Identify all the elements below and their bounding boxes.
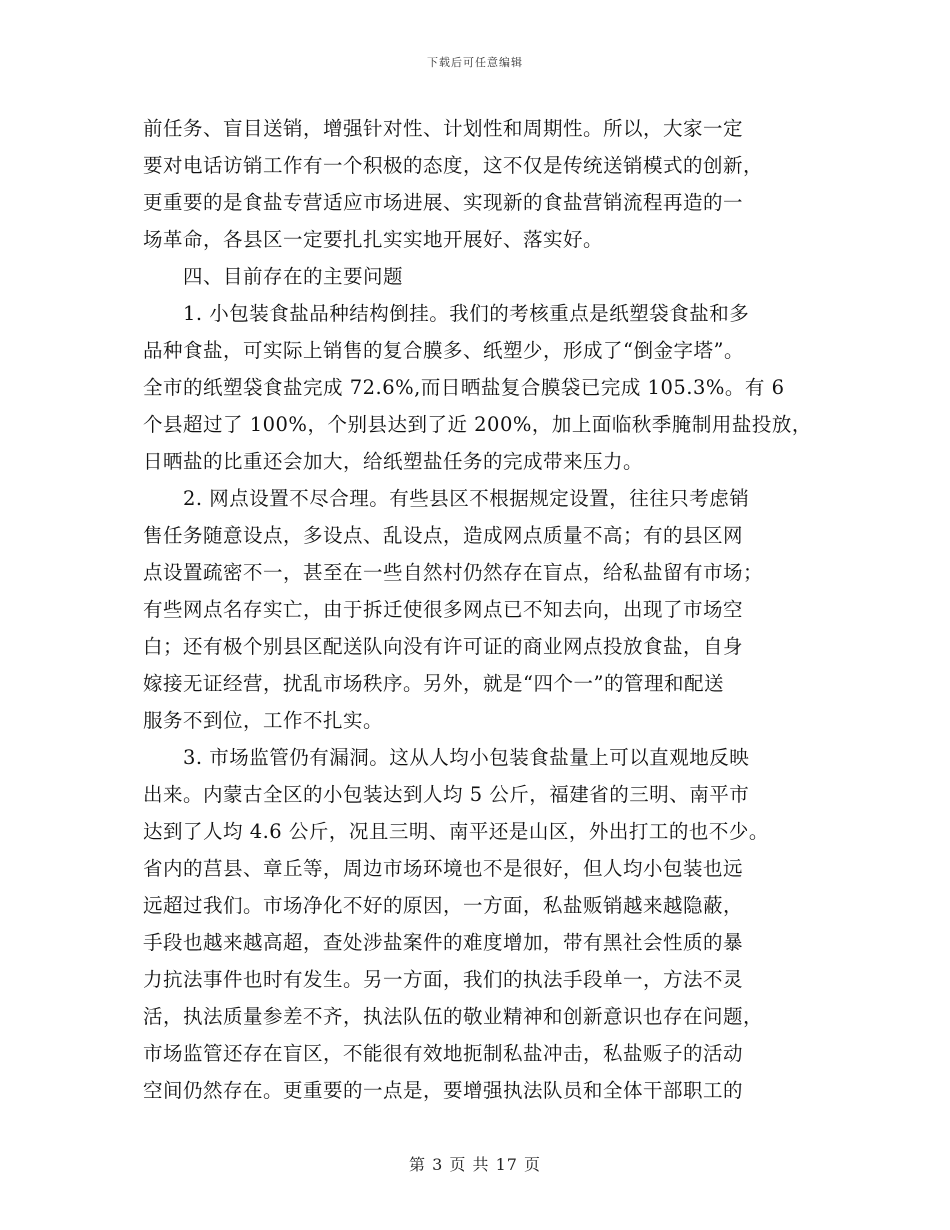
- section-heading: 四、目前存在的主要问题: [143, 265, 404, 288]
- footer-label-unit-2: 页: [524, 1155, 542, 1174]
- page-header: 下载后可任意编辑: [427, 56, 523, 69]
- paragraph-line: 1. 小包装食盐品种结构倒挂。我们的考核重点是纸塑袋食盐和多: [143, 302, 750, 325]
- page-footer: [0, 1152, 950, 1175]
- paragraph-line: 服务不到位，工作不扎实。: [143, 709, 384, 732]
- paragraph-line: 远超过我们。市场净化不好的原因，一方面，私盐贩销越来越隐蔽，: [143, 894, 744, 917]
- paragraph-line: 省内的莒县、章丘等，周边市场环境也不是很好，但人均小包装也远: [143, 857, 744, 880]
- footer-label-unit: 页: [449, 1155, 467, 1174]
- paragraph-line: 手段也越来越高超，查处涉盐案件的难度增加，带有黑社会性质的暴: [143, 931, 744, 954]
- paragraph-line: 个县超过了 100%，个别县达到了近 200%，加上面临秋季腌制用盐投放，: [143, 413, 812, 436]
- paragraph-line: 日晒盐的比重还会加大，给纸塑盐任务的完成带来压力。: [143, 450, 644, 473]
- paragraph-line: 售任务随意设点，多设点、乱设点，造成网点质量不高；有的县区网: [143, 524, 744, 547]
- paragraph-line: 场革命，各县区一定要扎扎实实地开展好、落实好。: [143, 228, 604, 251]
- paragraph-line: 白；还有极个别县区配送队向没有许可证的商业网点投放食盐，自身: [143, 635, 744, 658]
- paragraph-line: 要对电话访销工作有一个积极的态度，这不仅是传统送销模式的创新，: [143, 154, 764, 177]
- paragraph-line: 活，执法质量参差不齐，执法队伍的敬业精神和创新意识也存在问题，: [143, 1005, 764, 1028]
- paragraph-line: 空间仍然存在。更重要的一点是，要增强执法队员和全体干部职工的: [143, 1079, 744, 1102]
- paragraph-line: 点设置疏密不一，甚至在一些自然村仍然存在盲点，给私盐留有市场；: [143, 561, 764, 584]
- total-pages: 17: [495, 1155, 518, 1174]
- paragraph-line: 出来。内蒙古全区的小包装达到人均 5 公斤，福建省的三明、南平市: [143, 783, 750, 806]
- footer-label-total: 共: [472, 1155, 490, 1174]
- paragraph-line: 有些网点名存实亡，由于拆迁使很多网点已不知去向，出现了市场空: [143, 598, 744, 621]
- document-body: [143, 110, 811, 1109]
- paragraph-line: 2. 网点设置不尽合理。有些县区不根据规定设置，往往只考虑销: [143, 487, 750, 510]
- paragraph-line: 全市的纸塑袋食盐完成 72.6%,而日晒盐复合膜袋已完成 105.3%。有 6: [143, 376, 785, 399]
- paragraph-line: 前任务、盲目送销，增强针对性、计划性和周期性。所以，大家一定: [143, 117, 744, 140]
- paragraph-line: 力抗法事件也时有发生。另一方面，我们的执法手段单一，方法不灵: [143, 968, 744, 991]
- paragraph-line: 3. 市场监管仍有漏洞。这从人均小包装食盐量上可以直观地反映: [143, 746, 750, 769]
- paragraph-line: 嫁接无证经营，扰乱市场秩序。另外，就是“四个一”的管理和配送: [143, 672, 724, 695]
- page-number: 3: [432, 1155, 444, 1174]
- paragraph-line: 达到了人均 4.6 公斤，况且三明、南平还是山区，外出打工的也不少。: [143, 820, 769, 843]
- paragraph-line: 市场监管还存在盲区，不能很有效地扼制私盐冲击，私盐贩子的活动: [143, 1042, 744, 1065]
- footer-label-page: 第: [408, 1155, 426, 1174]
- paragraph-line: 品种食盐，可实际上销售的复合膜多、纸塑少，形成了“倒金字塔”。: [143, 339, 744, 362]
- paragraph-line: 更重要的是食盐专营适应市场进展、实现新的食盐营销流程再造的一: [143, 191, 744, 214]
